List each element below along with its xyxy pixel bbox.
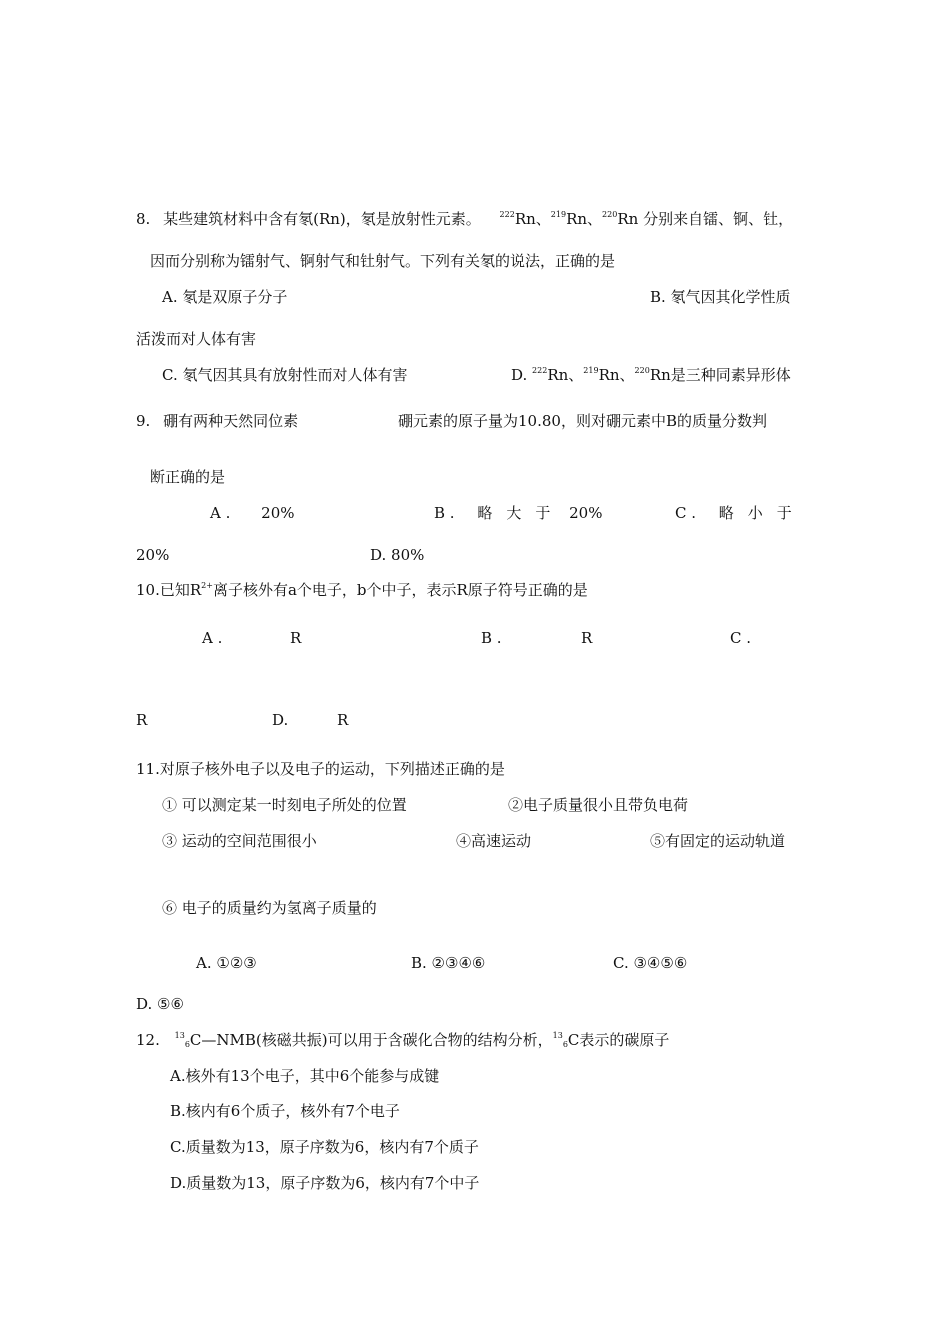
- q9-option-a: [210, 503, 295, 523]
- option-text: 略小于: [718, 504, 806, 522]
- q11-stem: 11.对原子核外电子以及电子的运动，下列描述正确的是: [136, 760, 505, 778]
- q11-option-d: D. ⑤⑥: [136, 995, 184, 1013]
- q9-text: 硼有两种天然同位素: [163, 412, 299, 430]
- q11-statement-3: ③ 运动的空间范围很小: [162, 832, 317, 850]
- option-text: 是三种同素异形体: [670, 366, 791, 384]
- q10-stem: [136, 580, 588, 600]
- isotope-mass: 220: [634, 366, 650, 375]
- q8-option-b: B. 氡气因其化学性质: [650, 288, 791, 306]
- nuclide-notation: [553, 1031, 568, 1049]
- q12-text: C—NMB(核磁共振)可以用于含碳化合物的结构分析，: [189, 1031, 553, 1049]
- q8-isotopes: [500, 210, 644, 228]
- q10-option-b-label: B .: [481, 629, 502, 647]
- q11-option-a: A. ①②③: [196, 954, 257, 972]
- q12-number: 12.: [136, 1031, 160, 1049]
- q8-number: 8.: [136, 210, 151, 228]
- q9-option-c: [675, 503, 806, 523]
- q8-stem-line1: [136, 209, 793, 229]
- isotope-symbol: Rn、: [514, 210, 551, 228]
- option-text: 20%: [261, 504, 295, 522]
- q11-statement-4: ④高速运动: [456, 832, 532, 850]
- q9-option-d: D. 80%: [370, 546, 425, 564]
- option-value: 20%: [569, 504, 603, 522]
- q10-option-c-symbol: R: [136, 711, 148, 729]
- option-label: C .: [675, 504, 697, 522]
- atomic-number: 6: [184, 1040, 190, 1049]
- q9-option-c-cont: 20%: [136, 546, 170, 564]
- q9-stem-line1a: [136, 411, 298, 431]
- q8-option-d: [511, 365, 791, 385]
- q9-number: 9.: [136, 412, 151, 430]
- q10-option-d-label: D.: [272, 711, 289, 729]
- isotope-mass: 219: [550, 210, 567, 219]
- q10-text-tail: 离子核外有a个电子，b个中子，表示R原子符号正确的是: [212, 581, 588, 599]
- option-label: D.: [511, 366, 533, 384]
- q10-option-a-symbol: R: [290, 629, 302, 647]
- q8-stem-line2: 因而分别称为镭射气、锕射气和钍射气。下列有关氡的说法，正确的是: [150, 252, 616, 270]
- q10-option-a-label: A .: [202, 629, 223, 647]
- q11-option-b: B. ②③④⑥: [411, 954, 486, 972]
- isotope-symbol: Rn、: [598, 366, 635, 384]
- q10-text: 10.已知R: [136, 581, 202, 599]
- q11-statement-2: ②电子质量很小且带负电荷: [508, 796, 689, 814]
- q12-option-a: A.核外有13个电子，其中6个能参与成键: [170, 1067, 440, 1085]
- option-text: 略大于: [477, 504, 565, 522]
- q10-option-c-label: C .: [730, 629, 752, 647]
- isotope-mass: 219: [583, 366, 599, 375]
- q8-text-tail: 分别来自镭、锕、钍，: [643, 210, 794, 228]
- q11-statement-6: ⑥ 电子的质量约为氢离子质量的: [162, 899, 377, 917]
- isotope-mass: 220: [602, 210, 618, 219]
- q8-option-c: C. 氡气因其具有放射性而对人体有害: [162, 366, 408, 384]
- isotope-mass: 222: [499, 210, 515, 219]
- isotope-mass: 222: [532, 366, 548, 375]
- q9-option-b: [434, 503, 602, 523]
- isotope-symbol: Rn: [649, 366, 671, 384]
- q8-option-a: A. 氡是双原子分子: [162, 288, 288, 306]
- q12-text-tail: C表示的碳原子: [567, 1031, 670, 1049]
- option-label: A .: [210, 504, 231, 522]
- q9-stem-line1b: 硼元素的原子量为10.80，则对硼元素中B的质量分数判: [398, 412, 767, 430]
- q8-text: 某些建筑材料中含有氡(Rn)，氡是放射性元素。: [163, 210, 481, 228]
- option-label: B .: [434, 504, 455, 522]
- q12-option-c: C.质量数为13，原子序数为6，核内有7个质子: [170, 1138, 479, 1156]
- isotope-symbol: Rn、: [547, 366, 584, 384]
- q12-stem: [136, 1030, 669, 1055]
- q12-option-d: D.质量数为13，原子序数为6，核内有7个中子: [170, 1174, 480, 1192]
- mass-number: 13: [174, 1031, 185, 1040]
- q11-statement-5: ⑤有固定的运动轨道: [650, 832, 786, 850]
- q11-option-c: C. ③④⑤⑥: [613, 954, 688, 972]
- atomic-number: 6: [562, 1040, 568, 1049]
- isotope-symbol: Rn: [617, 210, 639, 228]
- q10-option-d-symbol: R: [337, 711, 349, 729]
- q10-option-b-symbol: R: [581, 629, 593, 647]
- isotope-symbol: Rn、: [566, 210, 603, 228]
- q12-option-b: B.核内有6个质子，核外有7个电子: [170, 1102, 400, 1120]
- q11-statement-1: ① 可以测定某一时刻电子所处的位置: [162, 796, 407, 814]
- mass-number: 13: [552, 1031, 563, 1040]
- ion-charge: 2+: [201, 581, 213, 590]
- q9-stem-line2: 断正确的是: [150, 468, 226, 486]
- nuclide-notation: [175, 1031, 190, 1049]
- q8-option-b-cont: 活泼而对人体有害: [136, 330, 257, 348]
